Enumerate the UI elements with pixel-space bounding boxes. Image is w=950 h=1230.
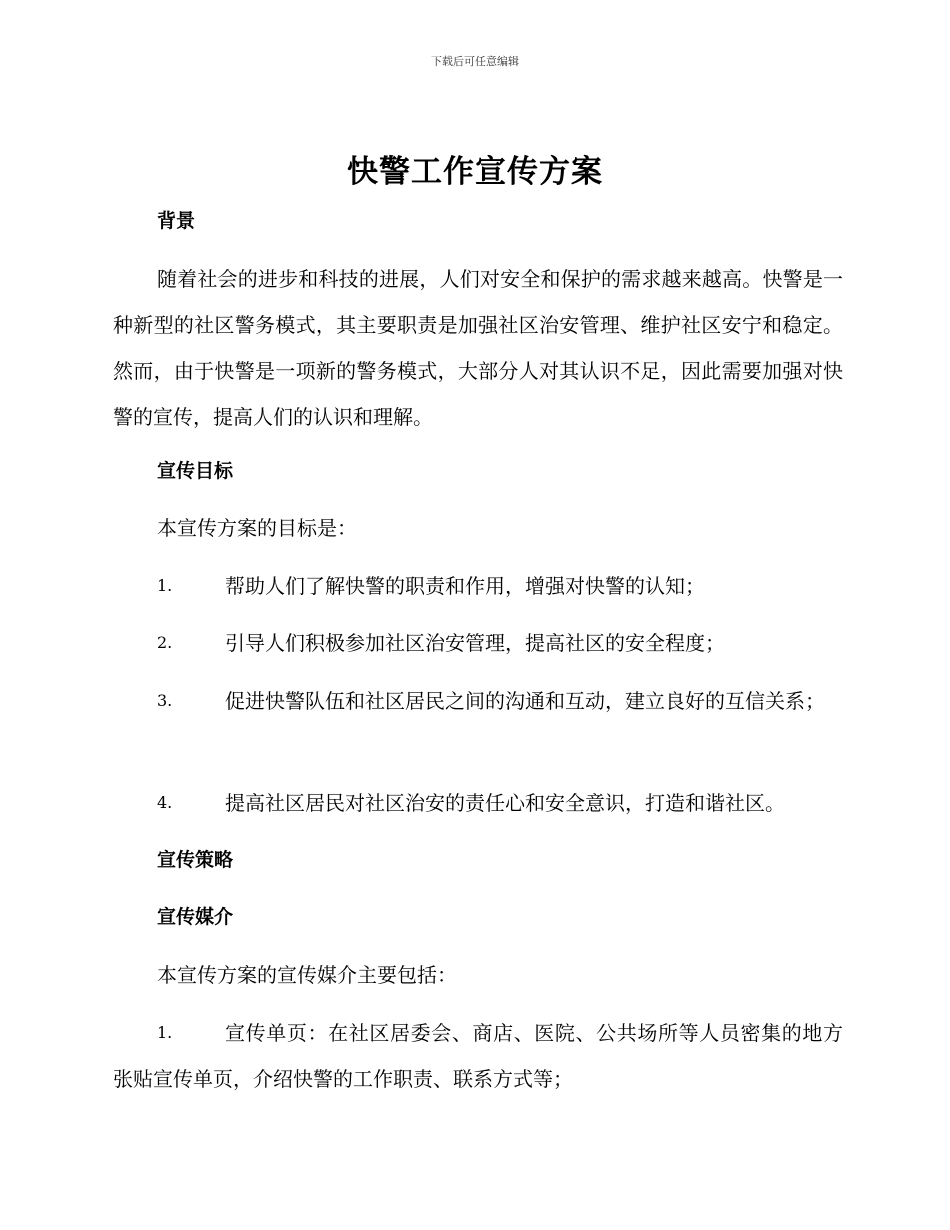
goal-list-item [113,563,843,609]
goal-list-item [113,620,843,666]
section-heading-strategy: 宣传策略 [157,849,234,871]
page-header-note: 下载后可任意编辑 [431,55,519,68]
section-heading-goals: 宣传目标 [157,460,234,482]
list-number: 1. [157,576,173,595]
list-number: 3. [157,691,173,710]
list-item-text: 提高社区居民对社区治安的责任心和安全意识，打造和谐社区。 [225,791,785,815]
goal-list-item [113,678,843,724]
list-item-text: 宣传单页：在社区居委会、商店、医院、公共场所等人员密集的地方张贴宣传单页，介绍快警的工作职责、联系方式等； [113,1021,843,1091]
list-item-text: 引导人们积极参加社区治安管理，提高社区的安全程度； [225,631,725,655]
list-item-text: 促进快警队伍和社区居民之间的沟通和互动，建立良好的互信关系； [225,689,825,713]
list-number: 4. [157,793,173,812]
list-number: 1. [157,1023,173,1042]
section-heading-media: 宣传媒介 [157,906,234,928]
background-paragraph: 随着社会的进步和科技的进展，人们对安全和保护的需求越来越高。快警是一种新型的社区警务模式，其主要职责是加强社区治安管理、维护社区安宁和稳定。然而，由于快警是一项新的警务模式，大部分人对其认识不足，因此需要加强对快警的宣传，提高人们的认识和理解。 [113,267,843,429]
goals-intro: 本宣传方案的目标是： [157,516,357,540]
media-intro: 本宣传方案的宣传媒介主要包括： [157,963,457,987]
media-list-item [113,1010,843,1102]
list-number: 2. [157,633,173,652]
goal-list-item [113,780,843,826]
document-title: 快警工作宣传方案 [347,154,603,190]
list-item-text: 帮助人们了解快警的职责和作用，增强对快警的认知； [225,574,705,598]
section-heading-background: 背景 [157,210,196,232]
